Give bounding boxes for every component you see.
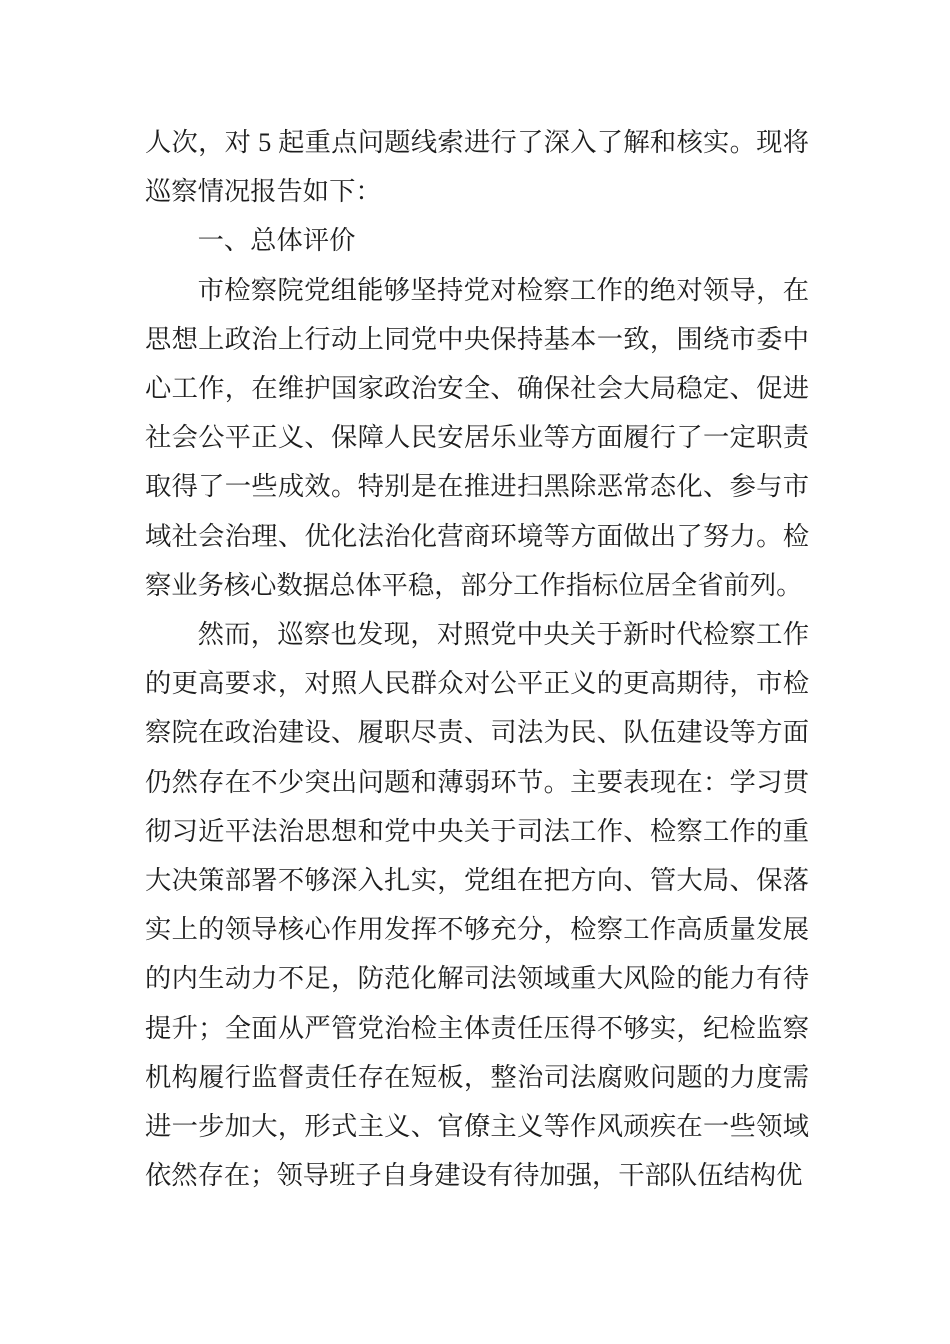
section-heading-overall-evaluation: 一、总体评价 (197, 226, 356, 256)
paragraph-problems-identified: 然而，巡察也发现，对照党中央关于新时代检察工作的更高要求，对照人民群众对公平正义的更高期待，市检察院在政治建设、履职尽责、司法为民、队伍建设等方面仍然存在不少突出问题和薄弱环节。主要表现在：学习贯彻习近平法治思想和党中央关于司法工作、检察工作的重大决策部署不够深入扎实，党组在把方向、管大局、保落实上的领导核心作用发挥不够充分，检察工作高质量发展的内生动力不足，防范化解司法领域重大风险的能力有待提升；全面从严管党治检主体责任压得不够实，纪检监察机构履行监督责任存在短板，整治司法腐败问题的力度需进一步加大，形式主义、官僚主义等作风顽疾在一些领域依然存在；领导班子自身建设有待加强，干部队伍结构优 (145, 620, 809, 1191)
document-text-body (145, 118, 809, 1200)
paragraph-continuation: 人次，对 5 起重点问题线索进行了深入了解和核实。现将巡察情况报告如下： (145, 128, 809, 207)
paragraph-positive-assessment: 市检察院党组能够坚持党对检察工作的绝对领导，在思想上政治上行动上同党中央保持基本一致，围绕市委中心工作，在维护国家政治安全、确保社会大局稳定、促进社会公平正义、保障人民安居乐业等方面履行了一定职责取得了一些成效。特别是在推进扫黑除恶常态化、参与市域社会治理、优化法治化营商环境等方面做出了努力。检察业务核心数据总体平稳，部分工作指标位居全省前列。 (145, 275, 809, 600)
